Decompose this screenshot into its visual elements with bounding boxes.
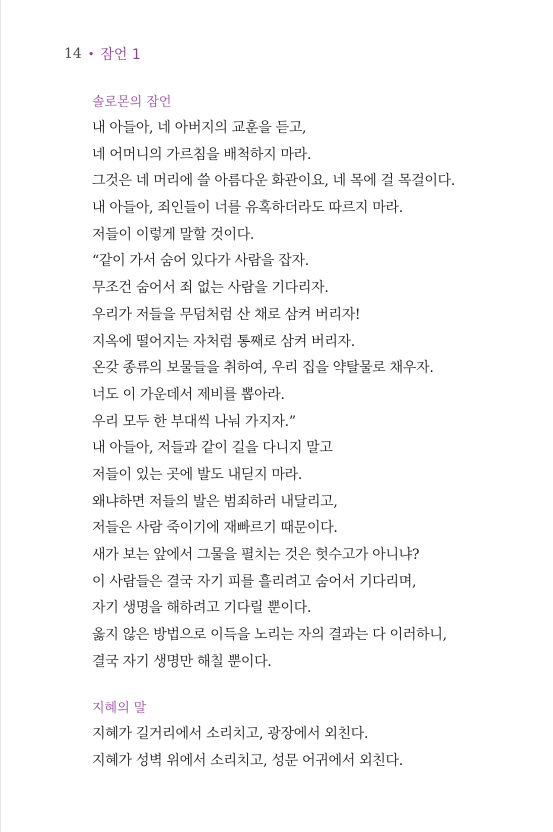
running-header: [64, 44, 141, 64]
verse-line: 저들이 이렇게 말할 것이다.: [92, 226, 255, 243]
verse-line: 너도 이 가운데서 제비를 뽑아라.: [92, 386, 285, 403]
page-number: 14: [64, 46, 82, 62]
verse-line: 저들이 있는 곳에 발도 내딛지 마라.: [92, 466, 303, 483]
verse-line: 내 아들아, 저들과 같이 길을 다니지 말고: [92, 440, 333, 457]
verse-line: 지혜가 성벽 위에서 소리치고, 성문 어귀에서 외친다.: [92, 752, 403, 769]
verse-line: 온갖 종류의 보물들을 취하여, 우리 집을 약탈물로 채우자.: [92, 360, 434, 377]
verse-line: 왜냐하면 저들의 발은 범죄하러 내달리고,: [92, 493, 338, 510]
verse-line: 내 아들아, 죄인들이 너를 유혹하더라도 따르지 마라.: [92, 200, 403, 217]
verse-line: 우리가 저들을 무덤처럼 산 채로 삼켜 버리자!: [92, 306, 361, 323]
verse-line: 저들은 사람 죽이기에 재빠르기 때문이다.: [92, 520, 338, 537]
verse-line: 자기 생명을 해하려고 기다릴 뿐이다.: [92, 600, 312, 617]
header-separator-dot: •: [87, 47, 95, 61]
verse-line: 무조건 숨어서 죄 없는 사람을 기다리자.: [92, 280, 329, 297]
verse-line: “같이 가서 숨어 있다가 사람을 잡자.: [92, 253, 309, 270]
section-proverbs-of-solomon: [92, 91, 532, 675]
verse-line: 네 어머니의 가르침을 배척하지 마라.: [92, 146, 312, 163]
chapter-title: 잠언 1: [100, 47, 141, 63]
section-heading: 솔로몬의 잠언: [92, 95, 172, 110]
verse-line: 결국 자기 생명만 해칠 뿐이다.: [92, 653, 272, 670]
verse-line: 이 사람들은 결국 자기 피를 흘리려고 숨어서 기다리며,: [92, 573, 417, 590]
verse-line: 우리 모두 한 부대씩 나눠 가지자.”: [92, 413, 296, 430]
verse-line: 그것은 네 머리에 쓸 아름다운 화관이요, 네 목에 걸 목걸이다.: [92, 173, 456, 190]
verse-line: 옳지 않은 방법으로 이득을 노리는 자의 결과는 다 이러하니,: [92, 627, 447, 644]
verse-line: 지혜가 길거리에서 소리치고, 광장에서 외친다.: [92, 726, 369, 742]
verse-line: 지옥에 떨어지는 자처럼 통째로 삼켜 버리자.: [92, 333, 355, 350]
section-heading: 지혜의 말: [92, 701, 147, 716]
verse-line: 내 아들아, 네 아버지의 교훈을 듣고,: [92, 120, 307, 136]
verse-line: 새가 보는 앞에서 그물을 펼치는 것은 헛수고가 아니냐?: [92, 547, 420, 563]
section-words-of-wisdom: [92, 697, 532, 774]
